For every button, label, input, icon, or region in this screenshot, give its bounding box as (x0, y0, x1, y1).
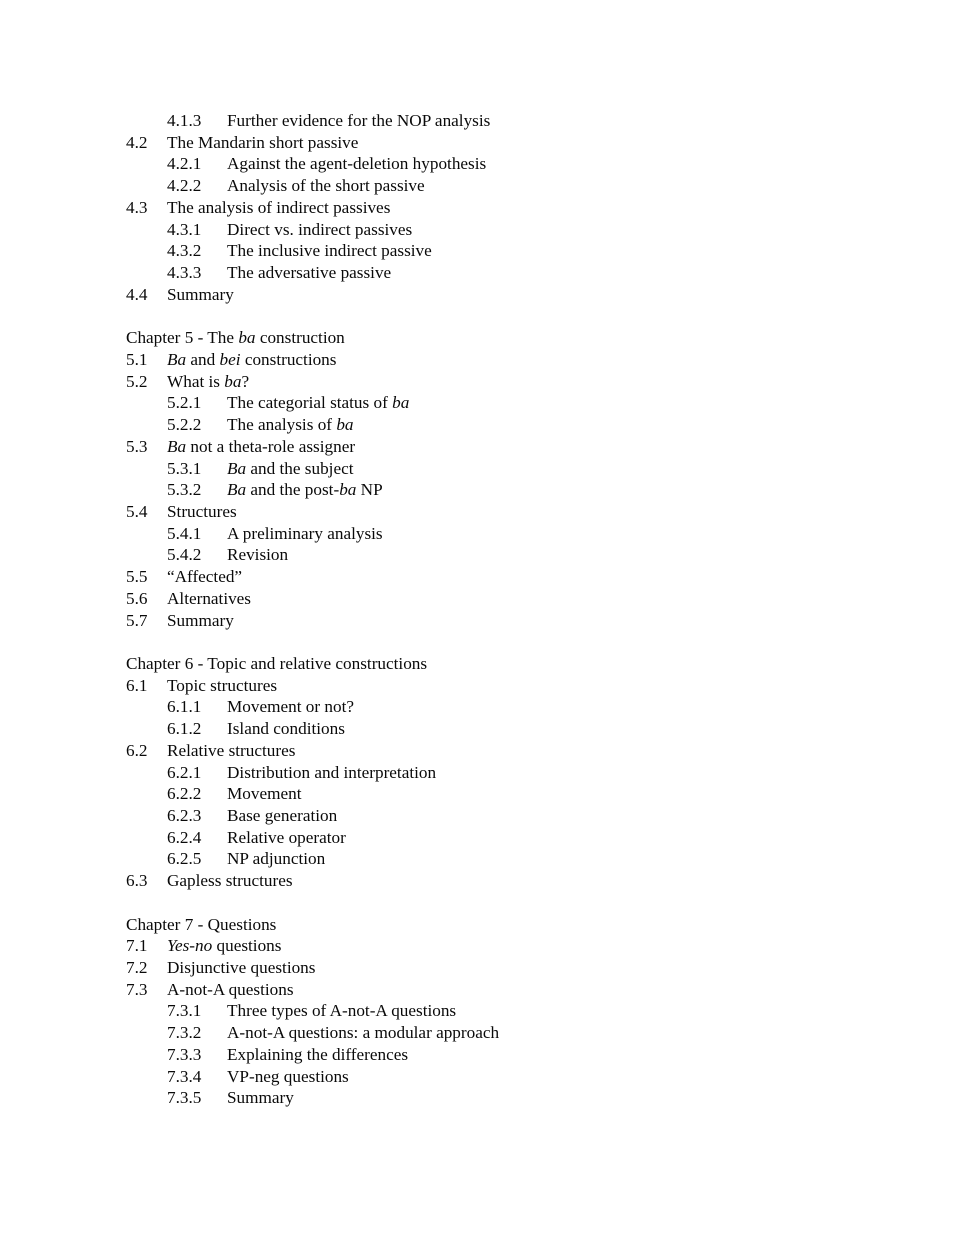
toc-entry-number: 7.2 (126, 958, 148, 978)
toc-entry-number: 7.3 (126, 979, 148, 999)
toc-entry-title: Relative structures (167, 740, 296, 760)
toc-title-italic-run: ba (224, 371, 242, 391)
toc-title-italic-run: Ba (167, 436, 187, 456)
toc-subsection-entry[interactable] (126, 110, 826, 132)
toc-entry-title (126, 327, 345, 349)
toc-entry-number: 5.1 (126, 349, 148, 369)
toc-subsection-entry[interactable] (126, 414, 826, 436)
toc-entry-title: Summary (227, 1088, 294, 1108)
toc-chapter-heading[interactable] (126, 653, 826, 675)
toc-entry-title: Further evidence for the NOP analysis (227, 111, 491, 130)
toc-subsection-entry[interactable] (126, 1087, 826, 1109)
toc-entry-title: Gapless structures (167, 871, 293, 891)
toc-entry-title: Analysis of the short passive (227, 176, 425, 196)
toc-title-italic-run: Ba (227, 480, 247, 500)
toc-entry-number: 7.3.4 (167, 1066, 202, 1086)
toc-title-run: and (186, 349, 220, 369)
toc-subsection-entry[interactable] (126, 848, 826, 870)
toc-title-run: The categorial status of (227, 393, 393, 413)
toc-entry-title: Topic structures (167, 675, 278, 695)
toc-section-entry[interactable] (126, 501, 826, 523)
toc-entry-title (167, 935, 281, 957)
toc-entry-number: 4.2.1 (167, 154, 202, 174)
toc-section-entry[interactable] (126, 740, 826, 762)
toc-entry-title (167, 349, 336, 371)
toc-subsection-entry[interactable] (126, 1000, 826, 1022)
toc-entry-title: The Mandarin short passive (167, 132, 359, 152)
toc-title-run: construction (255, 328, 345, 348)
toc-entry-title (227, 392, 409, 414)
toc-title-italic-run: ba (392, 393, 410, 413)
toc-subsection-entry[interactable] (126, 175, 826, 197)
toc-entry-number: 6.2.1 (167, 762, 202, 782)
toc-entry-title (167, 436, 355, 458)
toc-section-entry[interactable] (126, 197, 826, 219)
toc-entry-number: 4.1.3 (167, 111, 202, 130)
toc-entry-number: 7.3.5 (167, 1088, 202, 1108)
toc-blank-line (126, 305, 826, 327)
toc-entry-title: Base generation (227, 806, 338, 825)
toc-entry-title: Chapter 6 - Topic and relative constructions (126, 653, 428, 673)
toc-chapter-heading[interactable] (126, 914, 826, 936)
toc-title-italic-run: bei (219, 349, 241, 369)
toc-subsection-entry[interactable] (126, 762, 826, 784)
toc-subsection-entry[interactable] (126, 827, 826, 849)
toc-entry-number: 7.3.2 (167, 1023, 202, 1043)
toc-entry-number: 5.4.2 (167, 545, 202, 565)
toc-entry-number: 5.4 (126, 501, 148, 521)
toc-blank-line (126, 892, 826, 914)
toc-entry-number: 6.2.4 (167, 827, 202, 847)
toc-entry-title (167, 371, 249, 393)
toc-title-run: ? (241, 371, 250, 391)
toc-entry-number: 5.4.1 (167, 523, 202, 543)
toc-entry-title: Distribution and interpretation (227, 762, 437, 782)
toc-entry-number: 4.3.2 (167, 241, 202, 261)
toc-title-run: and the subject (246, 458, 354, 478)
toc-entry-number: 4.3 (126, 197, 148, 217)
toc-entry-title: Movement or not? (227, 697, 354, 717)
toc-subsection-entry[interactable] (126, 544, 826, 566)
toc-title-run: not a theta-role assigner (186, 436, 356, 456)
toc-entry-number: 4.4 (126, 284, 148, 304)
toc-subsection-entry[interactable] (126, 219, 826, 241)
toc-entry-number: 4.2 (126, 132, 148, 152)
toc-entry-title: The adversative passive (227, 263, 392, 283)
toc-section-entry[interactable] (126, 371, 826, 393)
toc-section-entry[interactable] (126, 436, 826, 458)
toc-entry-title: Island conditions (227, 719, 345, 739)
toc-subsection-entry[interactable] (126, 1044, 826, 1066)
toc-entry-number: 6.1 (126, 675, 148, 695)
toc-title-italic-run: Ba (227, 458, 247, 478)
toc-subsection-entry[interactable] (126, 805, 826, 827)
table-of-contents (126, 110, 826, 1109)
toc-title-run: questions (212, 936, 282, 956)
toc-entry-title: Three types of A-not-A questions (227, 1001, 457, 1021)
toc-entry-title: A-not-A questions (167, 979, 294, 999)
toc-section-entry[interactable] (126, 610, 826, 632)
toc-entry-number: 7.3.3 (167, 1044, 202, 1064)
toc-title-italic-run: ba (339, 480, 357, 500)
toc-entry-number: 5.6 (126, 588, 148, 608)
toc-entry-title: Summary (167, 610, 234, 630)
toc-entry-title: Disjunctive questions (167, 958, 316, 978)
toc-entry-number: 6.2.3 (167, 806, 202, 825)
toc-entry-title: Chapter 7 - Questions (126, 914, 277, 934)
toc-subsection-entry[interactable] (126, 458, 826, 480)
toc-entry-title: A-not-A questions: a modular approach (227, 1023, 500, 1043)
toc-title-italic-run: Ba (167, 349, 187, 369)
toc-entry-title: Alternatives (167, 588, 251, 608)
toc-title-run: Chapter 5 - The (126, 328, 239, 348)
toc-entry-number: 6.1.2 (167, 719, 202, 739)
toc-entry-title: NP adjunction (227, 849, 326, 869)
toc-entry-number: 7.3.1 (167, 1001, 202, 1021)
toc-blank-line (126, 631, 826, 653)
toc-section-entry[interactable] (126, 349, 826, 371)
toc-section-entry[interactable] (126, 675, 826, 697)
toc-title-run: What is (167, 371, 225, 391)
toc-subsection-entry[interactable] (126, 240, 826, 262)
toc-subsection-entry[interactable] (126, 392, 826, 414)
toc-subsection-entry[interactable] (126, 783, 826, 805)
toc-entry-number: 5.2.1 (167, 393, 202, 413)
toc-title-italic-run: ba (238, 328, 256, 348)
toc-entry-number: 5.2.2 (167, 415, 202, 435)
toc-entry-number: 5.3.2 (167, 480, 202, 500)
toc-subsection-entry[interactable] (126, 1022, 826, 1044)
toc-entry-title (227, 414, 354, 436)
toc-subsection-entry[interactable] (126, 153, 826, 175)
toc-entry-number: 6.2.2 (167, 784, 202, 804)
toc-section-entry[interactable] (126, 979, 826, 1001)
toc-section-entry[interactable] (126, 284, 826, 306)
toc-section-entry[interactable] (126, 957, 826, 979)
toc-entry-title: A preliminary analysis (227, 523, 383, 543)
toc-entry-number: 5.5 (126, 567, 148, 587)
toc-entry-title: The analysis of indirect passives (167, 197, 391, 217)
toc-entry-title: Against the agent-deletion hypothesis (227, 154, 487, 174)
toc-section-entry[interactable] (126, 870, 826, 892)
toc-entry-title: “Affected” (167, 567, 243, 587)
toc-entry-title: Movement (227, 784, 302, 804)
toc-title-run: and the post- (246, 480, 340, 500)
toc-section-entry[interactable] (126, 935, 826, 957)
toc-subsection-entry[interactable] (126, 523, 826, 545)
toc-subsection-entry[interactable] (126, 262, 826, 284)
toc-subsection-entry[interactable] (126, 1066, 826, 1088)
toc-entry-number: 5.3 (126, 436, 148, 456)
toc-entry-number: 6.2.5 (167, 849, 202, 869)
toc-title-run: The analysis of (227, 415, 337, 435)
toc-entry-number: 6.3 (126, 871, 148, 891)
toc-title-italic-run: ba (336, 415, 354, 435)
toc-subsection-entry[interactable] (126, 479, 826, 501)
toc-subsection-entry[interactable] (126, 718, 826, 740)
toc-entry-number: 4.2.2 (167, 176, 202, 196)
toc-entry-number: 6.2 (126, 740, 148, 760)
toc-entry-number: 4.3.3 (167, 263, 202, 283)
toc-entry-title: Direct vs. indirect passives (227, 219, 413, 239)
toc-entry-title: Summary (167, 284, 234, 304)
toc-section-entry[interactable] (126, 566, 826, 588)
toc-entry-title: Revision (227, 545, 289, 565)
toc-entry-title: The inclusive indirect passive (227, 241, 432, 261)
toc-entry-number: 6.1.1 (167, 697, 202, 717)
toc-section-entry[interactable] (126, 132, 826, 154)
toc-entry-number: 5.3.1 (167, 458, 202, 478)
toc-entry-title: VP-neg questions (227, 1066, 349, 1086)
toc-entry-title: Relative operator (227, 827, 346, 847)
toc-title-run: NP (356, 480, 383, 500)
toc-entry-title (227, 458, 353, 480)
toc-entry-title: Explaining the differences (227, 1044, 409, 1064)
toc-chapter-heading[interactable] (126, 327, 826, 349)
toc-entry-number: 4.3.1 (167, 219, 202, 239)
toc-title-italic-run: Yes-no (167, 936, 213, 956)
toc-entry-number: 5.2 (126, 371, 148, 391)
toc-entry-number: 5.7 (126, 610, 148, 630)
toc-entry-title: Structures (167, 501, 237, 521)
toc-section-entry[interactable] (126, 588, 826, 610)
toc-entry-title (227, 479, 383, 501)
toc-title-run: constructions (240, 349, 337, 369)
toc-entry-number: 7.1 (126, 936, 148, 956)
toc-subsection-entry[interactable] (126, 696, 826, 718)
